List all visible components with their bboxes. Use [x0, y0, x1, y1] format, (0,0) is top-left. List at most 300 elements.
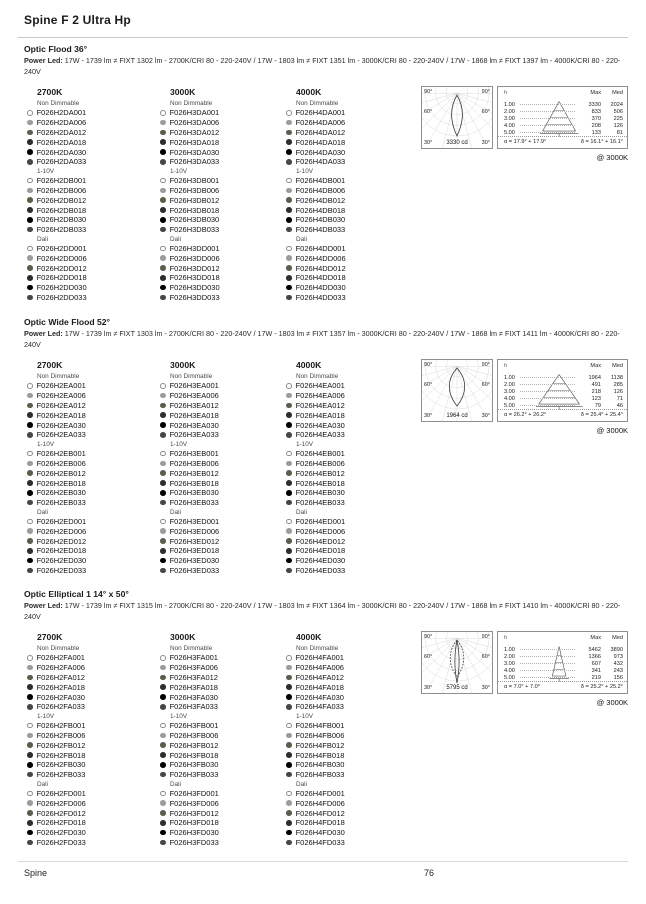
- finish-dot-dark-grey: [160, 500, 166, 506]
- temp-header: 3000K: [170, 87, 196, 97]
- product-row: [27, 526, 157, 536]
- product-row: [286, 818, 416, 828]
- product-code: F026H4FB006: [295, 730, 345, 740]
- product-code: F026H4EA030: [295, 420, 345, 430]
- candela-value: 5795 cd: [446, 685, 468, 691]
- product-code: F026H2DB018: [36, 205, 87, 215]
- cone-row: [504, 374, 623, 381]
- finish-dot-white: [27, 655, 33, 661]
- product-code: F026H4FD012: [295, 808, 345, 818]
- finish-dot-olive-grey: [286, 403, 292, 409]
- product-code: F026H4FA018: [295, 682, 344, 692]
- finish-dot-dark-grey: [286, 840, 292, 846]
- product-code: F026H4DA012: [295, 127, 346, 137]
- polar-angle-label: 60°: [481, 382, 490, 388]
- finish-dot-anthracite: [160, 820, 166, 826]
- product-row: [160, 391, 290, 401]
- finish-dot-anthracite: [286, 548, 292, 554]
- finish-dot-anthracite: [160, 480, 166, 486]
- product-row: [160, 673, 290, 683]
- product-row: [160, 536, 290, 546]
- product-code: F026H3DB001: [169, 176, 220, 186]
- product-row: [160, 682, 290, 692]
- cone-height: 5.00: [504, 129, 515, 136]
- cone-height: 4.00: [504, 395, 515, 402]
- cone-height: 2.00: [504, 381, 515, 388]
- finish-dot-white: [27, 451, 33, 457]
- finish-dot-black: [160, 285, 166, 291]
- temp-column: [286, 633, 416, 847]
- product-row: [160, 263, 290, 273]
- product-row: [160, 401, 290, 411]
- product-code: F026H4DD033: [295, 292, 346, 302]
- product-row: [27, 147, 157, 157]
- product-code: F026H2EA001: [36, 381, 86, 391]
- product-row: [27, 195, 157, 205]
- product-code: F026H2FB018: [36, 750, 86, 760]
- finish-dot-dark-grey: [286, 772, 292, 778]
- product-code: F026H3EB033: [169, 498, 219, 508]
- finish-dot-anthracite: [27, 480, 33, 486]
- product-row: [27, 488, 157, 498]
- product-row: [27, 673, 157, 683]
- product-code: F026H2DA006: [36, 118, 87, 128]
- product-row: [286, 498, 416, 508]
- optic-section: [24, 44, 636, 316]
- cone-max-header: Max: [590, 90, 601, 96]
- temp-column: [160, 88, 290, 302]
- finish-dot-grey: [160, 120, 166, 126]
- product-row: [286, 401, 416, 411]
- optic-title: Optic Elliptical 1 14° x 50°: [24, 589, 129, 599]
- product-row: [286, 750, 416, 760]
- cone-row: [504, 395, 623, 402]
- polar-angle-label: 30°: [481, 140, 490, 146]
- finish-dot-grey: [160, 528, 166, 534]
- temp-column: [286, 88, 416, 302]
- finish-dot-olive-grey: [27, 742, 33, 748]
- product-row: [286, 536, 416, 546]
- cone-height-header: h: [504, 635, 508, 641]
- finish-dot-white: [160, 723, 166, 729]
- group-label: Dali: [170, 235, 182, 243]
- product-code: F026H2ED001: [36, 516, 87, 526]
- product-row: [27, 391, 157, 401]
- cone-row: [504, 674, 623, 681]
- product-row: [286, 215, 416, 225]
- finish-dot-dark-grey: [286, 432, 292, 438]
- beam-angle-delta: δ = 25.4° + 25.4°: [580, 412, 623, 418]
- finish-dot-anthracite: [27, 684, 33, 690]
- product-code: F026H3EB001: [169, 449, 219, 459]
- finish-dot-grey: [160, 461, 166, 467]
- product-row: [286, 205, 416, 215]
- finish-dot-grey: [27, 393, 33, 399]
- product-row: [27, 828, 157, 838]
- product-code: F026H3FA006: [169, 663, 218, 673]
- temp-header: 3000K: [170, 632, 196, 642]
- finish-dot-white: [27, 383, 33, 389]
- group-label: Non Dimmable: [296, 645, 339, 652]
- product-code: F026H4DA001: [295, 108, 346, 118]
- finish-dot-black: [286, 762, 292, 768]
- photometry-diagrams: [421, 86, 629, 211]
- product-row: [286, 546, 416, 556]
- product-row: [286, 430, 416, 440]
- product-row: [160, 420, 290, 430]
- cone-med-value: 1138: [610, 374, 623, 381]
- product-code: F026H4DA006: [295, 118, 346, 128]
- finish-dot-olive-grey: [160, 538, 166, 544]
- cone-max-header: Max: [590, 635, 601, 641]
- product-row: [160, 118, 290, 128]
- product-code: F026H4EB018: [295, 478, 345, 488]
- product-row: [160, 838, 290, 848]
- finish-dot-white: [160, 519, 166, 525]
- product-code: F026H2FB030: [36, 760, 86, 770]
- finish-dot-grey: [160, 393, 166, 399]
- product-row: [160, 195, 290, 205]
- finish-dot-black: [160, 422, 166, 428]
- product-code: F026H4DB006: [295, 185, 346, 195]
- product-code: F026H3FB001: [169, 721, 219, 731]
- cone-max-value: 133: [591, 129, 601, 136]
- finish-dot-anthracite: [160, 207, 166, 213]
- finish-dot-anthracite: [160, 752, 166, 758]
- finish-dot-black: [27, 149, 33, 155]
- finish-dot-olive-grey: [286, 265, 292, 271]
- temp-column: [27, 633, 157, 847]
- temp-header: 2700K: [37, 360, 63, 370]
- product-code: F026H3FD030: [169, 828, 219, 838]
- product-code: F026H3FB030: [169, 760, 219, 770]
- product-code: F026H2FA012: [36, 672, 85, 682]
- product-code: F026H3DB030: [169, 215, 220, 225]
- product-code: F026H4DB030: [295, 215, 346, 225]
- finish-dot-olive-grey: [286, 470, 292, 476]
- cone-height: 1.00: [504, 101, 515, 108]
- product-code: F026H4FD030: [295, 828, 345, 838]
- finish-dot-olive-grey: [27, 538, 33, 544]
- temp-column: [27, 361, 157, 575]
- group-label: 1-10V: [296, 712, 314, 720]
- product-code: F026H2FD030: [36, 828, 86, 838]
- finish-dot-grey: [286, 188, 292, 194]
- polar-angle-label: 30°: [481, 685, 490, 691]
- product-row: [27, 449, 157, 459]
- product-row: [27, 546, 157, 556]
- product-code: F026H2DA033: [36, 157, 87, 167]
- page-title: Spine F 2 Ultra Hp: [24, 13, 131, 27]
- photometry-diagrams: [421, 359, 629, 484]
- product-code: F026H3FD001: [169, 788, 219, 798]
- cone-med-value: 71: [616, 395, 623, 402]
- product-code: F026H4EB033: [295, 498, 345, 508]
- footer-product-name: Spine: [24, 868, 48, 878]
- group-label: Dali: [296, 508, 308, 516]
- optic-title: Optic Wide Flood 52°: [24, 317, 110, 327]
- product-code: F026H3EA001: [169, 381, 219, 391]
- product-code: F026H2EB012: [36, 468, 86, 478]
- product-row: [286, 157, 416, 167]
- finish-dot-olive-grey: [27, 403, 33, 409]
- product-row: [286, 293, 416, 303]
- product-row: [160, 798, 290, 808]
- group-label: 1-10V: [37, 712, 55, 720]
- polar-angle-label: 90°: [424, 89, 433, 95]
- finish-dot-olive-grey: [27, 470, 33, 476]
- product-code: F026H2EA033: [36, 430, 86, 440]
- finish-dot-white: [27, 110, 33, 116]
- finish-dot-dark-grey: [286, 159, 292, 165]
- cone-diagram: [497, 631, 628, 694]
- product-code: F026H2FA001: [36, 653, 85, 663]
- finish-dot-olive-grey: [286, 742, 292, 748]
- cone-max-value: 79: [594, 402, 601, 409]
- product-code: F026H2DD006: [36, 253, 87, 263]
- finish-dot-dark-grey: [27, 500, 33, 506]
- cone-row: [504, 646, 623, 653]
- polar-angle-label: 60°: [424, 654, 433, 660]
- finish-dot-grey: [27, 461, 33, 467]
- finish-dot-grey: [286, 461, 292, 467]
- product-row: [160, 186, 290, 196]
- product-row: [27, 118, 157, 128]
- temp-header: 4000K: [296, 360, 322, 370]
- product-code: F026H4FD018: [295, 818, 345, 828]
- cone-row: [504, 115, 623, 122]
- product-row: [286, 283, 416, 293]
- cone-diagram: [497, 86, 628, 149]
- product-code: F026H2ED033: [36, 565, 87, 575]
- cone-med-value: 126: [613, 122, 623, 129]
- product-row: [160, 789, 290, 799]
- product-row: [286, 381, 416, 391]
- cone-row: [504, 402, 623, 409]
- polar-angle-label: 60°: [481, 109, 490, 115]
- cone-table-header: [504, 90, 623, 96]
- product-row: [286, 663, 416, 673]
- group-label: Non Dimmable: [37, 100, 80, 107]
- product-row: [160, 556, 290, 566]
- product-row: [286, 478, 416, 488]
- product-code: F026H3FA030: [169, 692, 218, 702]
- product-code: F026H2DD030: [36, 283, 87, 293]
- product-code: F026H3DB033: [169, 225, 220, 235]
- product-row: [286, 731, 416, 741]
- finish-dot-white: [27, 791, 33, 797]
- product-code: F026H3FD006: [169, 798, 219, 808]
- product-row: [27, 653, 157, 663]
- product-code: F026H3ED012: [169, 536, 220, 546]
- finish-dot-grey: [160, 255, 166, 261]
- product-code: F026H4FB030: [295, 760, 345, 770]
- product-code: F026H3DA030: [169, 147, 220, 157]
- finish-dot-anthracite: [286, 480, 292, 486]
- finish-dot-dark-grey: [160, 159, 166, 165]
- finish-dot-dark-grey: [27, 772, 33, 778]
- product-code: F026H2FD012: [36, 808, 86, 818]
- product-row: [160, 663, 290, 673]
- product-code: F026H2FB012: [36, 740, 86, 750]
- group-label: Non Dimmable: [296, 100, 339, 107]
- cone-max-value: 370: [591, 115, 601, 122]
- product-row: [286, 391, 416, 401]
- finish-dot-white: [160, 246, 166, 252]
- product-code: F026H4EA033: [295, 430, 345, 440]
- beam-angle-alpha: α = 26.2° + 26.2°: [504, 412, 547, 418]
- beam-angles: [498, 136, 627, 148]
- finish-dot-olive-grey: [160, 403, 166, 409]
- product-row: [27, 253, 157, 263]
- product-row: [160, 526, 290, 536]
- product-row: [286, 566, 416, 576]
- finish-dot-white: [27, 246, 33, 252]
- temp-header: 2700K: [37, 87, 63, 97]
- finish-dot-black: [286, 422, 292, 428]
- product-code: F026H3FD012: [169, 808, 219, 818]
- polar-diagram: [421, 86, 493, 149]
- product-row: [27, 215, 157, 225]
- cone-max-value: 123: [591, 395, 601, 402]
- product-code: F026H3DD030: [169, 283, 220, 293]
- finish-dot-grey: [286, 393, 292, 399]
- candela-value: 1964 cd: [446, 413, 468, 419]
- cone-med-value: 225: [613, 115, 623, 122]
- product-code: F026H3DD006: [169, 253, 220, 263]
- finish-dot-grey: [27, 800, 33, 806]
- product-code: F026H4ED030: [295, 556, 346, 566]
- product-row: [160, 128, 290, 138]
- finish-dot-black: [27, 285, 33, 291]
- product-code: F026H2ED018: [36, 546, 87, 556]
- product-code: F026H2DB006: [36, 185, 87, 195]
- cone-height: 3.00: [504, 388, 515, 395]
- finish-dot-olive-grey: [27, 675, 33, 681]
- finish-dot-olive-grey: [286, 675, 292, 681]
- product-row: [286, 225, 416, 235]
- product-row: [27, 420, 157, 430]
- finish-dot-grey: [27, 528, 33, 534]
- product-row: [286, 770, 416, 780]
- product-code: F026H4EB001: [295, 449, 345, 459]
- product-row: [286, 420, 416, 430]
- cone-max-header: Max: [590, 363, 601, 369]
- product-code: F026H3DD001: [169, 243, 220, 253]
- product-row: [160, 760, 290, 770]
- polar-angle-label: 60°: [481, 654, 490, 660]
- product-code: F026H4DA030: [295, 147, 346, 157]
- product-row: [27, 293, 157, 303]
- cone-med-value: 973: [613, 653, 623, 660]
- product-row: [160, 157, 290, 167]
- cone-height: 2.00: [504, 653, 515, 660]
- product-code: F026H3FD018: [169, 818, 219, 828]
- footer-divider: [18, 861, 628, 862]
- product-code: F026H4FB012: [295, 740, 345, 750]
- group-label: Dali: [37, 235, 49, 243]
- cone-height: 1.00: [504, 646, 515, 653]
- finish-dot-black: [27, 762, 33, 768]
- product-code: F026H4ED012: [295, 536, 346, 546]
- product-row: [286, 468, 416, 478]
- finish-dot-black: [160, 490, 166, 496]
- product-code: F026H3FB012: [169, 740, 219, 750]
- product-row: [160, 731, 290, 741]
- temp-column: [160, 633, 290, 847]
- cone-row: [504, 129, 623, 136]
- cone-row: [504, 660, 623, 667]
- product-code: F026H3EB012: [169, 468, 219, 478]
- product-code: F026H3DA018: [169, 137, 220, 147]
- product-row: [160, 108, 290, 118]
- polar-grid: [422, 87, 492, 148]
- finish-dot-white: [286, 451, 292, 457]
- product-row: [27, 536, 157, 546]
- product-row: [160, 488, 290, 498]
- product-code: F026H2EB006: [36, 458, 86, 468]
- product-code: F026H3DA033: [169, 157, 220, 167]
- product-row: [286, 789, 416, 799]
- product-code: F026H2FD001: [36, 788, 86, 798]
- power-led-label: Power Led:: [24, 601, 63, 610]
- finish-dot-dark-grey: [27, 432, 33, 438]
- finish-dot-white: [27, 178, 33, 184]
- polar-grid: [422, 632, 492, 693]
- product-row: [286, 195, 416, 205]
- product-row: [286, 517, 416, 527]
- product-row: [286, 244, 416, 254]
- photometry-note: @ 3000K: [596, 426, 628, 435]
- product-row: [27, 283, 157, 293]
- group-label: Non Dimmable: [170, 373, 213, 380]
- finish-dot-white: [160, 383, 166, 389]
- product-code: F026H4FA033: [295, 702, 344, 712]
- product-row: [160, 566, 290, 576]
- product-row: [160, 498, 290, 508]
- product-row: [286, 147, 416, 157]
- group-label: Non Dimmable: [296, 373, 339, 380]
- group-label: 1-10V: [170, 167, 188, 175]
- product-code: F026H4DB012: [295, 195, 346, 205]
- product-row: [27, 760, 157, 770]
- finish-dot-grey: [286, 255, 292, 261]
- product-code: F026H2DB030: [36, 215, 87, 225]
- finish-dot-dark-grey: [286, 500, 292, 506]
- product-code: F026H2FA033: [36, 702, 85, 712]
- cone-max-value: 833: [591, 108, 601, 115]
- product-code: F026H2ED012: [36, 536, 87, 546]
- finish-dot-anthracite: [160, 548, 166, 554]
- product-row: [286, 673, 416, 683]
- candela-value: 3330 cd: [446, 140, 468, 146]
- product-row: [286, 128, 416, 138]
- cone-max-value: 491: [591, 381, 601, 388]
- product-row: [160, 430, 290, 440]
- product-row: [27, 468, 157, 478]
- product-row: [286, 176, 416, 186]
- product-code: F026H2FD018: [36, 818, 86, 828]
- product-code: F026H2EB033: [36, 498, 86, 508]
- product-row: [27, 478, 157, 488]
- photometry-diagrams: [421, 631, 629, 756]
- cone-max-value: 3330: [588, 101, 601, 108]
- product-code: F026H3ED033: [169, 565, 220, 575]
- finish-dot-black: [286, 285, 292, 291]
- product-row: [286, 692, 416, 702]
- cone-max-value: 1964: [588, 374, 601, 381]
- finish-dot-olive-grey: [160, 675, 166, 681]
